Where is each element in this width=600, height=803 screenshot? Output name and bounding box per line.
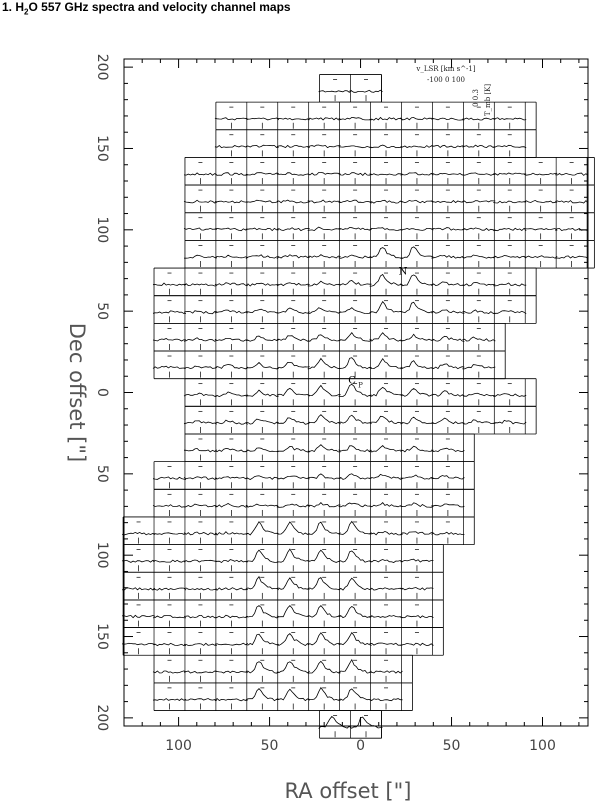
spectrum-trace bbox=[339, 281, 372, 286]
inset-x-axis-label: v_LSR [km s^-1] bbox=[416, 65, 476, 73]
spectrum-trace bbox=[184, 643, 217, 645]
inset-x-axis-ticks: -100 0 100 bbox=[427, 76, 465, 84]
region-label: C bbox=[348, 375, 356, 387]
spectrum-trace bbox=[524, 200, 557, 202]
spectrum-trace bbox=[246, 118, 279, 120]
plot-frame bbox=[124, 59, 588, 726]
heading-rest: 557 GHz spectra and velocity channel maps bbox=[41, 0, 291, 14]
spectrum-trace bbox=[350, 717, 383, 728]
heading-molecule: $H_2O$ bbox=[15, 0, 38, 17]
spectrum-trace bbox=[184, 560, 217, 562]
spectrum-trace bbox=[215, 201, 248, 203]
spectrum-trace bbox=[401, 247, 434, 259]
spectrum-trace bbox=[184, 448, 217, 452]
spectrum-trace bbox=[431, 310, 464, 313]
spectrum-trace bbox=[401, 361, 434, 369]
spectrum-trace bbox=[370, 616, 403, 618]
spectrum-trace bbox=[493, 201, 526, 203]
spectrum-trace bbox=[246, 200, 279, 203]
spectrum-trace bbox=[215, 449, 248, 452]
spectrum-trace bbox=[215, 560, 248, 563]
spectrum-trace bbox=[431, 282, 464, 286]
spectrum-trace bbox=[153, 671, 186, 673]
spectrum-trace bbox=[246, 228, 279, 231]
plot-frame-border bbox=[124, 59, 588, 726]
spectrum-trace bbox=[462, 393, 495, 396]
region-label-sub: P bbox=[358, 381, 363, 390]
spectrum-trace bbox=[370, 446, 403, 452]
spectrum-trace bbox=[277, 308, 310, 313]
spectrum-trace bbox=[339, 521, 372, 534]
spectrum-trace bbox=[246, 283, 279, 286]
spectrum-trace bbox=[339, 551, 372, 562]
spectrum-trace bbox=[493, 394, 526, 397]
spectrum-trace bbox=[462, 255, 495, 258]
spectrum-trace bbox=[462, 228, 495, 231]
spectrum-trace bbox=[462, 337, 495, 341]
spectrum-trace bbox=[462, 118, 495, 120]
x-tick-label: 50 bbox=[442, 738, 461, 754]
spectrum-trace bbox=[339, 255, 372, 258]
spectrum-trace bbox=[215, 146, 248, 148]
spectrum-trace bbox=[431, 364, 464, 369]
spectrum-trace bbox=[339, 146, 372, 148]
spectrum-trace bbox=[246, 606, 279, 618]
spectrum-trace bbox=[431, 201, 464, 203]
spectrum-trace bbox=[493, 145, 526, 147]
y-tick-label: 100 bbox=[94, 541, 111, 569]
spectrum-trace bbox=[277, 689, 310, 700]
spectrum-trace bbox=[215, 671, 248, 673]
spectrum-trace bbox=[308, 335, 341, 342]
spectrum-trace bbox=[339, 415, 372, 424]
y-axis-ticks bbox=[94, 54, 588, 731]
spectrum-trace bbox=[339, 474, 372, 480]
spectrum-trace bbox=[339, 333, 372, 342]
spectrum-trace bbox=[370, 359, 403, 369]
spectrum-trace bbox=[246, 419, 279, 424]
spectrum-trace bbox=[319, 717, 352, 729]
spectrum-trace bbox=[401, 146, 434, 148]
spectrum-trace bbox=[462, 173, 495, 175]
spectrum-trace bbox=[401, 417, 434, 424]
spectrum-trace bbox=[184, 366, 217, 369]
spectrum-trace bbox=[246, 309, 279, 313]
inset-y-axis-ticks: 0 0.3 bbox=[472, 89, 480, 107]
spectrum-trace bbox=[370, 560, 403, 563]
spectrum-trace bbox=[524, 173, 557, 175]
spectrum-trace bbox=[431, 255, 464, 258]
spectrum-trace bbox=[153, 339, 186, 342]
spectrum-trace bbox=[215, 420, 248, 424]
spectrum-trace bbox=[401, 173, 434, 175]
spectrum-trace bbox=[401, 532, 434, 535]
spectrum-trace bbox=[153, 560, 186, 562]
spectrum-trace bbox=[277, 336, 310, 342]
spectrum-trace bbox=[277, 173, 310, 176]
spectrum-trace bbox=[308, 415, 341, 424]
spectrum-trace bbox=[308, 661, 341, 673]
spectrum-trace bbox=[215, 228, 248, 231]
spectrum-trace bbox=[277, 662, 310, 673]
spectrum-trace bbox=[493, 256, 526, 259]
spectrum-trace bbox=[215, 310, 248, 313]
spectrum-trace bbox=[401, 475, 434, 479]
spectrum-trace bbox=[555, 256, 588, 258]
spectrum-trace bbox=[246, 390, 279, 396]
y-tick-label: 50 bbox=[94, 302, 111, 321]
spectrum-trace bbox=[246, 255, 279, 259]
spectrum-trace bbox=[277, 200, 310, 203]
x-tick-label: 0 bbox=[356, 738, 366, 754]
spectrum-trace bbox=[339, 446, 372, 452]
spectrum-trace bbox=[431, 118, 464, 120]
y-tick-label: 200 bbox=[94, 704, 111, 732]
spectrum-trace bbox=[308, 550, 341, 562]
spectrum-trace bbox=[246, 363, 279, 369]
spectrum-trace bbox=[122, 615, 155, 617]
spectrum-trace bbox=[308, 445, 341, 452]
spectrum-trace bbox=[350, 90, 383, 92]
spectrum-trace bbox=[401, 446, 434, 452]
spectrum-trace bbox=[339, 200, 372, 203]
spectrum-trace bbox=[246, 689, 279, 701]
spectrum-trace bbox=[401, 616, 434, 618]
spectrum-trace bbox=[370, 474, 403, 479]
spectrum-trace bbox=[277, 255, 310, 259]
spectrum-trace bbox=[339, 660, 372, 673]
spectrum-trace bbox=[370, 503, 403, 507]
spectrum-trace bbox=[370, 248, 403, 258]
spectrum-trace bbox=[277, 476, 310, 479]
spectrum-trace bbox=[462, 310, 495, 314]
spectrum-trace bbox=[308, 173, 341, 176]
spectrum-trace bbox=[277, 283, 310, 286]
spectrum-trace bbox=[153, 311, 186, 314]
spectrum-trace bbox=[308, 688, 341, 701]
spectrum-trace bbox=[493, 420, 526, 424]
spectrum-trace bbox=[308, 227, 341, 231]
spectrum-trace bbox=[431, 228, 464, 231]
spectrum-trace bbox=[339, 308, 372, 314]
spectrum-trace bbox=[215, 173, 248, 176]
spectrum-trace bbox=[215, 283, 248, 286]
spectrum-trace bbox=[277, 228, 310, 231]
spectrum-trace bbox=[215, 392, 248, 397]
spectrum-trace bbox=[431, 476, 464, 480]
spectrum-trace bbox=[339, 607, 372, 618]
spectrum-trace bbox=[184, 421, 217, 424]
spectrum-trace bbox=[184, 393, 217, 396]
spectrum-trace bbox=[462, 201, 495, 203]
spectrum-trace bbox=[246, 577, 279, 590]
spectrum-trace bbox=[184, 671, 217, 673]
spectrum-trace bbox=[184, 173, 217, 175]
spectrum-trace bbox=[277, 578, 310, 589]
spectrum-trace bbox=[370, 275, 403, 287]
spectrum-trace bbox=[184, 699, 217, 701]
spectrum-trace bbox=[401, 302, 434, 313]
spectrum-trace bbox=[308, 145, 341, 148]
spectrum-trace bbox=[277, 446, 310, 452]
spectrum-trace bbox=[215, 699, 248, 701]
x-tick-label: 50 bbox=[260, 738, 279, 754]
spectrum-trace bbox=[431, 145, 464, 147]
spectrum-trace bbox=[215, 532, 248, 535]
y-tick-label: 200 bbox=[94, 53, 111, 81]
spectrum-trace bbox=[308, 200, 341, 203]
spectrum-trace bbox=[153, 616, 186, 618]
spectrum-trace bbox=[401, 200, 434, 203]
heading-number: 1. bbox=[2, 0, 13, 14]
spectrum-trace bbox=[339, 633, 372, 646]
spectrum-trace bbox=[184, 615, 217, 617]
spectrum-trace bbox=[401, 228, 434, 230]
spectrum-trace bbox=[555, 173, 588, 175]
spectrum-trace bbox=[370, 333, 403, 342]
y-tick-label: 50 bbox=[94, 464, 111, 483]
spectrum-trace bbox=[184, 532, 217, 535]
spectrum-trace bbox=[370, 531, 403, 535]
spectrum-trace bbox=[246, 662, 279, 674]
spectrum-trace bbox=[339, 578, 372, 590]
x-tick-label: 100 bbox=[529, 738, 556, 754]
spectrum-trace bbox=[431, 448, 464, 451]
spectrum-trace bbox=[246, 173, 279, 175]
spectrum-trace bbox=[339, 503, 372, 507]
spectrum-trace bbox=[215, 588, 248, 590]
spectrum-trace bbox=[462, 420, 495, 424]
spectrum-trace bbox=[431, 418, 464, 424]
spectrum-trace bbox=[246, 448, 279, 452]
spectrum-trace bbox=[184, 255, 217, 258]
spectrum-trace bbox=[401, 559, 434, 562]
y-tick-label: 150 bbox=[94, 135, 111, 162]
spectrum-trace bbox=[122, 560, 155, 562]
spectrum-trace bbox=[462, 145, 495, 148]
spectrum-trace bbox=[153, 588, 186, 590]
spectrum-trace bbox=[524, 256, 557, 259]
spectrum-trace bbox=[401, 643, 434, 645]
spectrum-trace bbox=[308, 633, 341, 645]
spectrum-trace bbox=[370, 302, 403, 313]
spectrum-trace bbox=[184, 588, 217, 590]
spectrum-trace bbox=[401, 389, 434, 397]
spectrum-trace bbox=[339, 117, 372, 120]
spectrum-trace bbox=[370, 671, 403, 673]
spectrum-trace bbox=[370, 200, 403, 203]
spectrum-trace bbox=[431, 504, 464, 507]
spectrum-trace bbox=[462, 365, 495, 369]
spectrum-trace bbox=[277, 118, 310, 120]
spectrum-trace bbox=[215, 255, 248, 258]
spectrum-trace bbox=[215, 643, 248, 645]
spectrum-trace bbox=[184, 477, 217, 480]
spectrum-trace bbox=[215, 477, 248, 479]
spectrum-trace bbox=[246, 522, 279, 535]
spectrum-trace bbox=[370, 174, 403, 175]
y-tick-label: 100 bbox=[94, 216, 111, 244]
spectrum-trace bbox=[277, 362, 310, 368]
spectrum-trace bbox=[277, 634, 310, 646]
spectrum-trace bbox=[370, 145, 403, 148]
spectrum-trace bbox=[370, 387, 403, 396]
inset-axes bbox=[415, 65, 492, 116]
spectrum-trace bbox=[462, 282, 495, 286]
spectrum-trace bbox=[401, 588, 434, 591]
spectrum-trace bbox=[246, 634, 279, 645]
spectrum-trace bbox=[555, 201, 588, 203]
spectrum-trace bbox=[184, 284, 217, 286]
spectrum-trace bbox=[308, 359, 341, 369]
spectrum-trace bbox=[153, 366, 186, 368]
spectrum-trace bbox=[246, 550, 279, 562]
spectrum-trace bbox=[277, 522, 310, 535]
spectrum-trace bbox=[370, 228, 403, 231]
spectrum-trace bbox=[277, 504, 310, 507]
spectrum-trace bbox=[184, 311, 217, 314]
spectrum-trace bbox=[339, 173, 372, 176]
spectrum-trace bbox=[308, 281, 341, 286]
spectrum-trace bbox=[431, 391, 464, 397]
spectrum-trace bbox=[153, 283, 186, 285]
spectrum-trace bbox=[277, 549, 310, 562]
spectrum-trace bbox=[246, 476, 279, 480]
spectrum-trace bbox=[153, 505, 186, 508]
spectrum-trace bbox=[184, 504, 217, 507]
spectrum-trace bbox=[184, 228, 217, 230]
spectrum-trace bbox=[308, 522, 341, 534]
spectrum-trace bbox=[524, 229, 557, 231]
spectrum-trace bbox=[431, 532, 464, 535]
spectrum-trace bbox=[122, 643, 155, 645]
spectrum-trace bbox=[246, 336, 279, 341]
spectrum-trace bbox=[339, 358, 372, 369]
x-tick-label: 100 bbox=[165, 738, 192, 754]
spectrum-trace bbox=[370, 118, 403, 121]
spectrum-trace bbox=[319, 90, 352, 92]
spectrum-trace bbox=[153, 533, 186, 535]
spectrum-trace bbox=[431, 336, 464, 341]
spectrum-trace bbox=[308, 118, 341, 120]
spectrum-trace bbox=[308, 503, 341, 507]
spectrum-trace bbox=[493, 311, 526, 314]
spectrum-trace bbox=[184, 200, 217, 203]
spectrum-trace bbox=[153, 643, 186, 645]
spectrum-trace bbox=[215, 615, 248, 618]
region-label: N bbox=[398, 266, 408, 278]
spectrum-trace bbox=[122, 532, 155, 535]
spectrum-trace bbox=[246, 504, 279, 507]
spectrum-trace bbox=[308, 578, 341, 590]
spectrum-trace bbox=[493, 283, 526, 286]
spectrum-trace bbox=[215, 118, 248, 120]
spectrum-trace bbox=[308, 308, 341, 314]
y-tick-label: 0 bbox=[94, 388, 111, 397]
spectrum-trace bbox=[308, 385, 341, 396]
inset-y-axis-label: T_mb [K] bbox=[484, 83, 492, 117]
spectrum-trace bbox=[339, 228, 372, 231]
spectrum-trace bbox=[431, 173, 464, 175]
spectrum-trace bbox=[370, 643, 403, 645]
spectrum-trace bbox=[215, 338, 248, 341]
y-axis-label: Dec offset ["] bbox=[65, 322, 89, 463]
spectrum-trace bbox=[370, 416, 403, 423]
spectrum-trace bbox=[277, 145, 310, 147]
spectrum-trace bbox=[153, 477, 186, 480]
spectrum-trace bbox=[246, 145, 279, 147]
x-axis-label: RA offset ["] bbox=[284, 779, 412, 803]
spectrum-trace bbox=[493, 173, 526, 175]
spectrum-trace bbox=[308, 474, 341, 479]
spectrum-trace bbox=[277, 418, 310, 424]
spectrum-trace bbox=[308, 255, 341, 258]
spectrum-trace bbox=[370, 699, 403, 701]
spectrum-trace bbox=[401, 334, 434, 341]
spectrum-trace bbox=[401, 118, 434, 120]
spectrum-trace bbox=[153, 699, 186, 701]
spectrum-trace bbox=[401, 503, 434, 508]
spectrum-trace bbox=[277, 606, 310, 617]
spectrum-trace bbox=[184, 338, 217, 342]
spectrum-trace bbox=[370, 588, 403, 590]
spectrum-trace bbox=[493, 228, 526, 230]
y-tick-label: 150 bbox=[94, 623, 111, 650]
spectrum-trace bbox=[308, 606, 341, 618]
spectrum-trace bbox=[277, 388, 310, 396]
spectrum-trace bbox=[215, 504, 248, 508]
spectrum-trace bbox=[215, 365, 248, 369]
spectrum-trace bbox=[493, 118, 526, 120]
spectrum-trace bbox=[339, 689, 372, 701]
